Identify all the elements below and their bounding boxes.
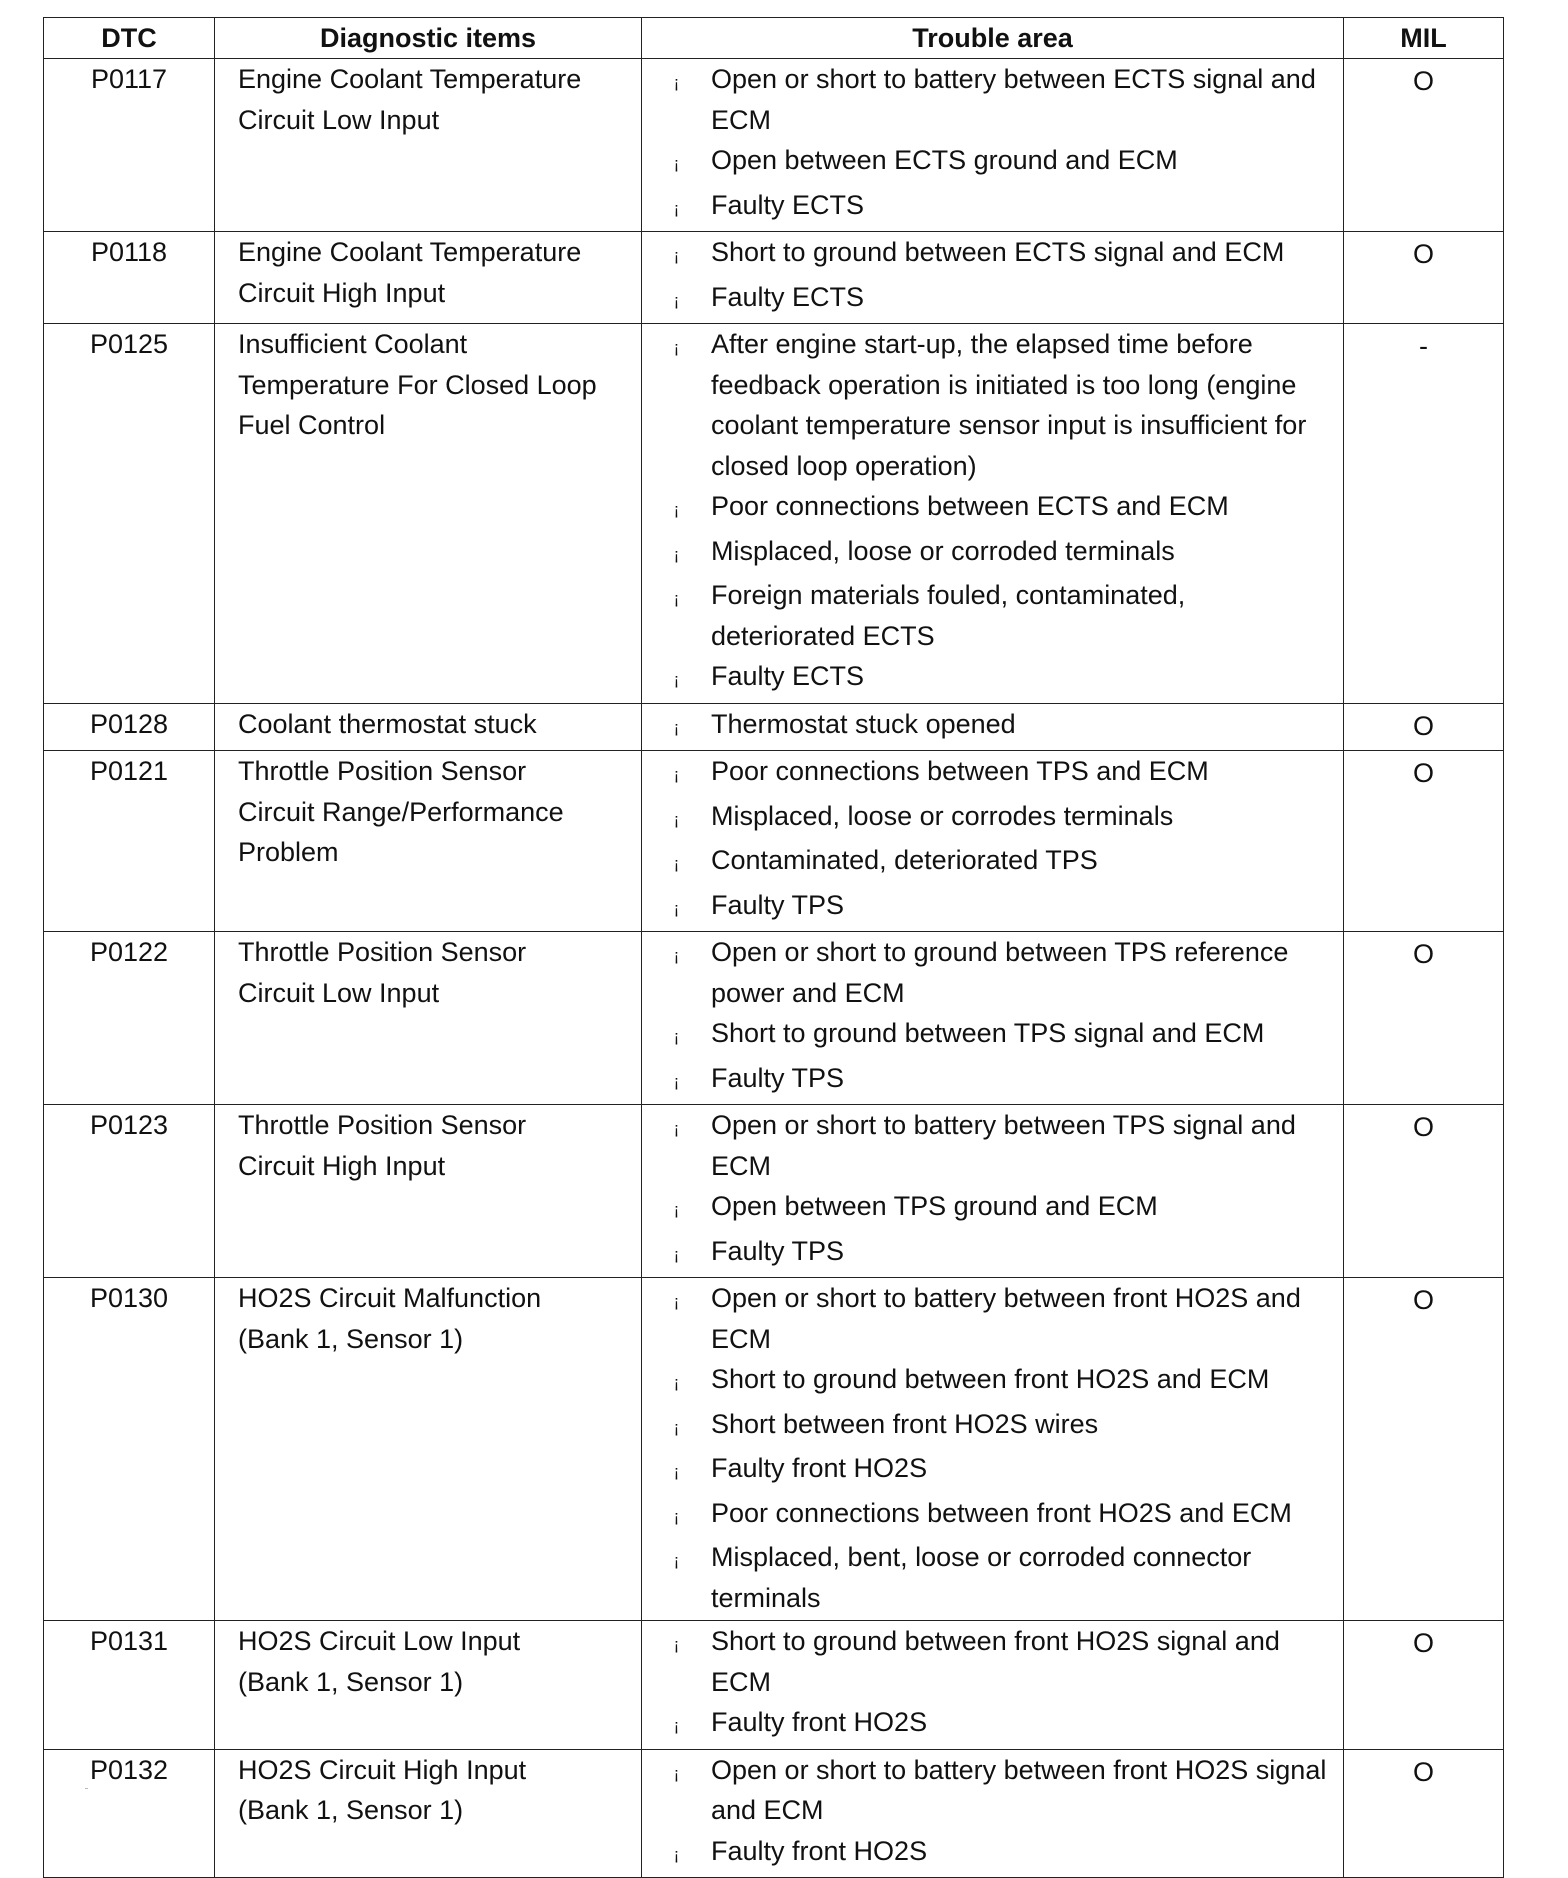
bullet-icon: ¡: [673, 338, 680, 357]
trouble-item: [642, 1105, 1333, 1186]
trouble-item: [642, 1186, 1333, 1231]
trouble-item: [642, 1831, 1333, 1876]
trouble-item-text: Misplaced, loose or corrodes terminals: [711, 800, 1174, 831]
bullet-icon: ¡: [673, 1027, 680, 1046]
trouble-item-text: Open or short to battery between front HO2S signal and ECM: [711, 1754, 1327, 1825]
trouble-area: [642, 1621, 1344, 1750]
scan-speck: [85, 1788, 88, 1789]
dtc-code: P0122: [44, 932, 215, 1105]
trouble-item: [642, 1278, 1333, 1359]
trouble-item-text: Faulty front HO2S: [711, 1707, 928, 1737]
trouble-item: [642, 932, 1333, 1013]
trouble-area: [642, 1105, 1344, 1278]
trouble-item-text: After engine start-up, the elapsed time before feedback operation is initiated is too long (engine coolant temperature sensor input is insufficient for closed loop operation): [711, 329, 1307, 481]
table-row: [44, 324, 1504, 704]
table-body: [44, 59, 1504, 1878]
diagnostic-item-line: Throttle Position Sensor: [238, 756, 527, 786]
trouble-item-text: Faulty ECTS: [711, 281, 865, 312]
mil-status: O: [1344, 232, 1504, 324]
trouble-area: [642, 932, 1344, 1105]
trouble-item-text: Faulty TPS: [711, 1235, 845, 1266]
bullet-icon: ¡: [673, 1292, 680, 1311]
trouble-item: [642, 656, 1333, 701]
bullet-icon: ¡: [673, 290, 680, 310]
diagnostic-item-line: HO2S Circuit High Input: [238, 1754, 527, 1785]
table-row: [44, 1621, 1504, 1750]
trouble-item: [642, 796, 1333, 841]
trouble-item: [642, 885, 1333, 930]
bullet-icon: ¡: [673, 1551, 680, 1570]
bullet-icon: ¡: [673, 73, 680, 92]
diagnostic-item: [215, 1105, 642, 1278]
bullet-icon: ¡: [673, 500, 680, 519]
trouble-item: [642, 324, 1333, 486]
diagnostic-item: [215, 703, 642, 751]
dtc-code: P0121: [44, 751, 215, 932]
header-trouble-area: Trouble area: [642, 18, 1344, 59]
trouble-item-text: Open or short to ground between TPS reference power and ECM: [711, 937, 1289, 1008]
table-row: [44, 751, 1504, 932]
trouble-item: [642, 140, 1333, 185]
bullet-icon: ¡: [673, 1844, 680, 1864]
bullet-icon: ¡: [673, 1635, 680, 1654]
bullet-icon: ¡: [673, 717, 680, 737]
diagnostic-item: [215, 59, 642, 232]
trouble-item-text: Short between front HO2S wires: [711, 1408, 1099, 1439]
diagnostic-item-line: Engine Coolant Temperature: [238, 237, 582, 267]
trouble-item-text: Thermostat stuck opened: [711, 708, 1016, 739]
mil-status: -: [1344, 324, 1504, 704]
trouble-item-text: Poor connections between TPS and ECM: [711, 756, 1209, 786]
trouble-item-text: Foreign materials fouled, contaminated, deteriorated ECTS: [711, 580, 1186, 651]
diagnostic-item-line: HO2S Circuit Malfunction: [238, 1283, 542, 1313]
bullet-icon: ¡: [673, 1763, 680, 1783]
trouble-item-text: Misplaced, loose or corroded terminals: [711, 535, 1175, 566]
diagnostic-item-line: Fuel Control: [238, 410, 386, 440]
diagnostic-item-line: Throttle Position Sensor: [238, 1110, 527, 1140]
bullet-icon: ¡: [673, 1506, 680, 1526]
trouble-item: [642, 1621, 1333, 1702]
trouble-item: [642, 232, 1333, 277]
trouble-area: [642, 324, 1344, 704]
dtc-table: [43, 17, 1504, 1878]
trouble-item: [642, 59, 1333, 140]
bullet-icon: ¡: [673, 1417, 680, 1437]
diagnostic-item-line: Insufficient Coolant: [238, 329, 468, 359]
trouble-item-text: Faulty ECTS: [711, 661, 865, 691]
trouble-item-text: Open between ECTS ground and ECM: [711, 145, 1178, 175]
table-row: [44, 932, 1504, 1105]
dtc-code: P0125: [44, 324, 215, 704]
mil-status: O: [1344, 932, 1504, 1105]
header-row: [44, 18, 1504, 59]
trouble-item-text: Poor connections between ECTS and ECM: [711, 491, 1229, 521]
trouble-item: [642, 185, 1333, 230]
trouble-item-text: Short to ground between TPS signal and ECM: [711, 1018, 1265, 1048]
bullet-icon: ¡: [673, 1462, 680, 1481]
bullet-icon: ¡: [673, 854, 680, 873]
dtc-code: P0118: [44, 232, 215, 324]
diagnostic-item-line: Problem: [238, 837, 339, 867]
table-row: [44, 703, 1504, 751]
bullet-icon: ¡: [673, 246, 680, 265]
header-diagnostic-items: Diagnostic items: [215, 18, 642, 59]
trouble-area: [642, 59, 1344, 232]
bullet-icon: ¡: [673, 1119, 680, 1138]
diagnostic-item-line: (Bank 1, Sensor 1): [238, 1323, 464, 1354]
trouble-item-text: Short to ground between ECTS signal and ECM: [711, 237, 1285, 267]
diagnostic-item-line: Coolant thermostat stuck: [238, 708, 537, 739]
trouble-item-text: Short to ground between front HO2S signal and ECM: [711, 1626, 1280, 1697]
table-row: [44, 59, 1504, 232]
bullet-icon: ¡: [673, 1716, 680, 1735]
trouble-item: [642, 277, 1333, 322]
mil-status: O: [1344, 59, 1504, 232]
trouble-item-text: Open or short to battery between front HO2S and ECM: [711, 1283, 1301, 1354]
mil-status: O: [1344, 1105, 1504, 1278]
bullet-icon: ¡: [673, 1244, 680, 1264]
trouble-item: [642, 1404, 1333, 1449]
dtc-code: P0132: [44, 1749, 215, 1878]
mil-status: O: [1344, 1621, 1504, 1750]
trouble-item-text: Misplaced, bent, loose or corroded connector terminals: [711, 1542, 1252, 1613]
diagnostic-item-line: (Bank 1, Sensor 1): [238, 1795, 464, 1825]
trouble-item-text: Open between TPS ground and ECM: [711, 1191, 1158, 1221]
trouble-area: [642, 1749, 1344, 1878]
trouble-item-text: Poor connections between front HO2S and ECM: [711, 1497, 1292, 1528]
bullet-icon: ¡: [673, 898, 680, 918]
table-row: [44, 232, 1504, 324]
trouble-item-text: Faulty ECTS: [711, 189, 865, 220]
trouble-item-text: Faulty TPS: [711, 889, 845, 920]
trouble-item: [642, 1537, 1333, 1618]
trouble-item-text: Short to ground between front HO2S and ECM: [711, 1364, 1270, 1394]
diagnostic-item: [215, 751, 642, 932]
diagnostic-item: [215, 1749, 642, 1878]
trouble-area: [642, 1278, 1344, 1621]
dtc-code: P0123: [44, 1105, 215, 1278]
trouble-item-text: Faulty front HO2S: [711, 1453, 928, 1483]
trouble-item: [642, 575, 1333, 656]
diagnostic-item-line: Circuit High Input: [238, 277, 446, 308]
diagnostic-item-line: Circuit High Input: [238, 1150, 446, 1181]
trouble-item: [642, 531, 1333, 576]
bullet-icon: ¡: [673, 198, 680, 218]
trouble-item: [642, 704, 1333, 749]
bullet-icon: ¡: [673, 670, 680, 689]
diagnostic-item: [215, 324, 642, 704]
trouble-item: [642, 1013, 1333, 1058]
diagnostic-item-line: Engine Coolant Temperature: [238, 64, 582, 94]
trouble-area: [642, 703, 1344, 751]
trouble-item: [642, 486, 1333, 531]
trouble-item-text: Faulty TPS: [711, 1062, 845, 1093]
dtc-code: P0130: [44, 1278, 215, 1621]
diagnostic-item-line: Temperature For Closed Loop: [238, 369, 597, 400]
dtc-code: P0131: [44, 1621, 215, 1750]
diagnostic-item: [215, 1278, 642, 1621]
bullet-icon: ¡: [673, 1200, 680, 1219]
trouble-area: [642, 751, 1344, 932]
mil-status: O: [1344, 703, 1504, 751]
diagnostic-item-line: Circuit Low Input: [238, 977, 440, 1008]
trouble-area: [642, 232, 1344, 324]
trouble-item: [642, 1493, 1333, 1538]
diagnostic-item: [215, 232, 642, 324]
header-mil: MIL: [1344, 18, 1504, 59]
trouble-item: [642, 1058, 1333, 1103]
table-row: [44, 1105, 1504, 1278]
table-row: [44, 1278, 1504, 1621]
mil-status: O: [1344, 1749, 1504, 1878]
trouble-item: [642, 1359, 1333, 1404]
bullet-icon: ¡: [673, 1071, 680, 1091]
mil-status: O: [1344, 751, 1504, 932]
trouble-item: [642, 1231, 1333, 1276]
trouble-item: [642, 1448, 1333, 1493]
diagnostic-item-line: Circuit Range/Performance: [238, 796, 564, 827]
diagnostic-item: [215, 1621, 642, 1750]
trouble-item: [642, 1750, 1333, 1831]
trouble-item-text: Open or short to battery between TPS signal and ECM: [711, 1110, 1296, 1181]
trouble-item: [642, 840, 1333, 885]
trouble-item: [642, 751, 1333, 796]
bullet-icon: ¡: [673, 544, 680, 564]
mil-status: O: [1344, 1278, 1504, 1621]
trouble-item-text: Contaminated, deteriorated TPS: [711, 845, 1098, 875]
bullet-icon: ¡: [673, 946, 680, 965]
diagnostic-item-line: Throttle Position Sensor: [238, 937, 527, 967]
bullet-icon: ¡: [673, 589, 680, 608]
trouble-item-text: Open or short to battery between ECTS signal and ECM: [711, 64, 1316, 135]
dtc-code: P0128: [44, 703, 215, 751]
dtc-code: P0117: [44, 59, 215, 232]
diagnostic-item-line: HO2S Circuit Low Input: [238, 1626, 521, 1656]
bullet-icon: ¡: [673, 809, 680, 829]
bullet-icon: ¡: [673, 765, 680, 784]
bullet-icon: ¡: [673, 154, 680, 173]
bullet-icon: ¡: [673, 1373, 680, 1392]
diagnostic-item: [215, 932, 642, 1105]
header-dtc: DTC: [44, 18, 215, 59]
table-row: [44, 1749, 1504, 1878]
trouble-item-text: Faulty front HO2S: [711, 1835, 928, 1866]
diagnostic-item-line: Circuit Low Input: [238, 104, 440, 135]
diagnostic-item-line: (Bank 1, Sensor 1): [238, 1666, 464, 1697]
trouble-item: [642, 1702, 1333, 1747]
